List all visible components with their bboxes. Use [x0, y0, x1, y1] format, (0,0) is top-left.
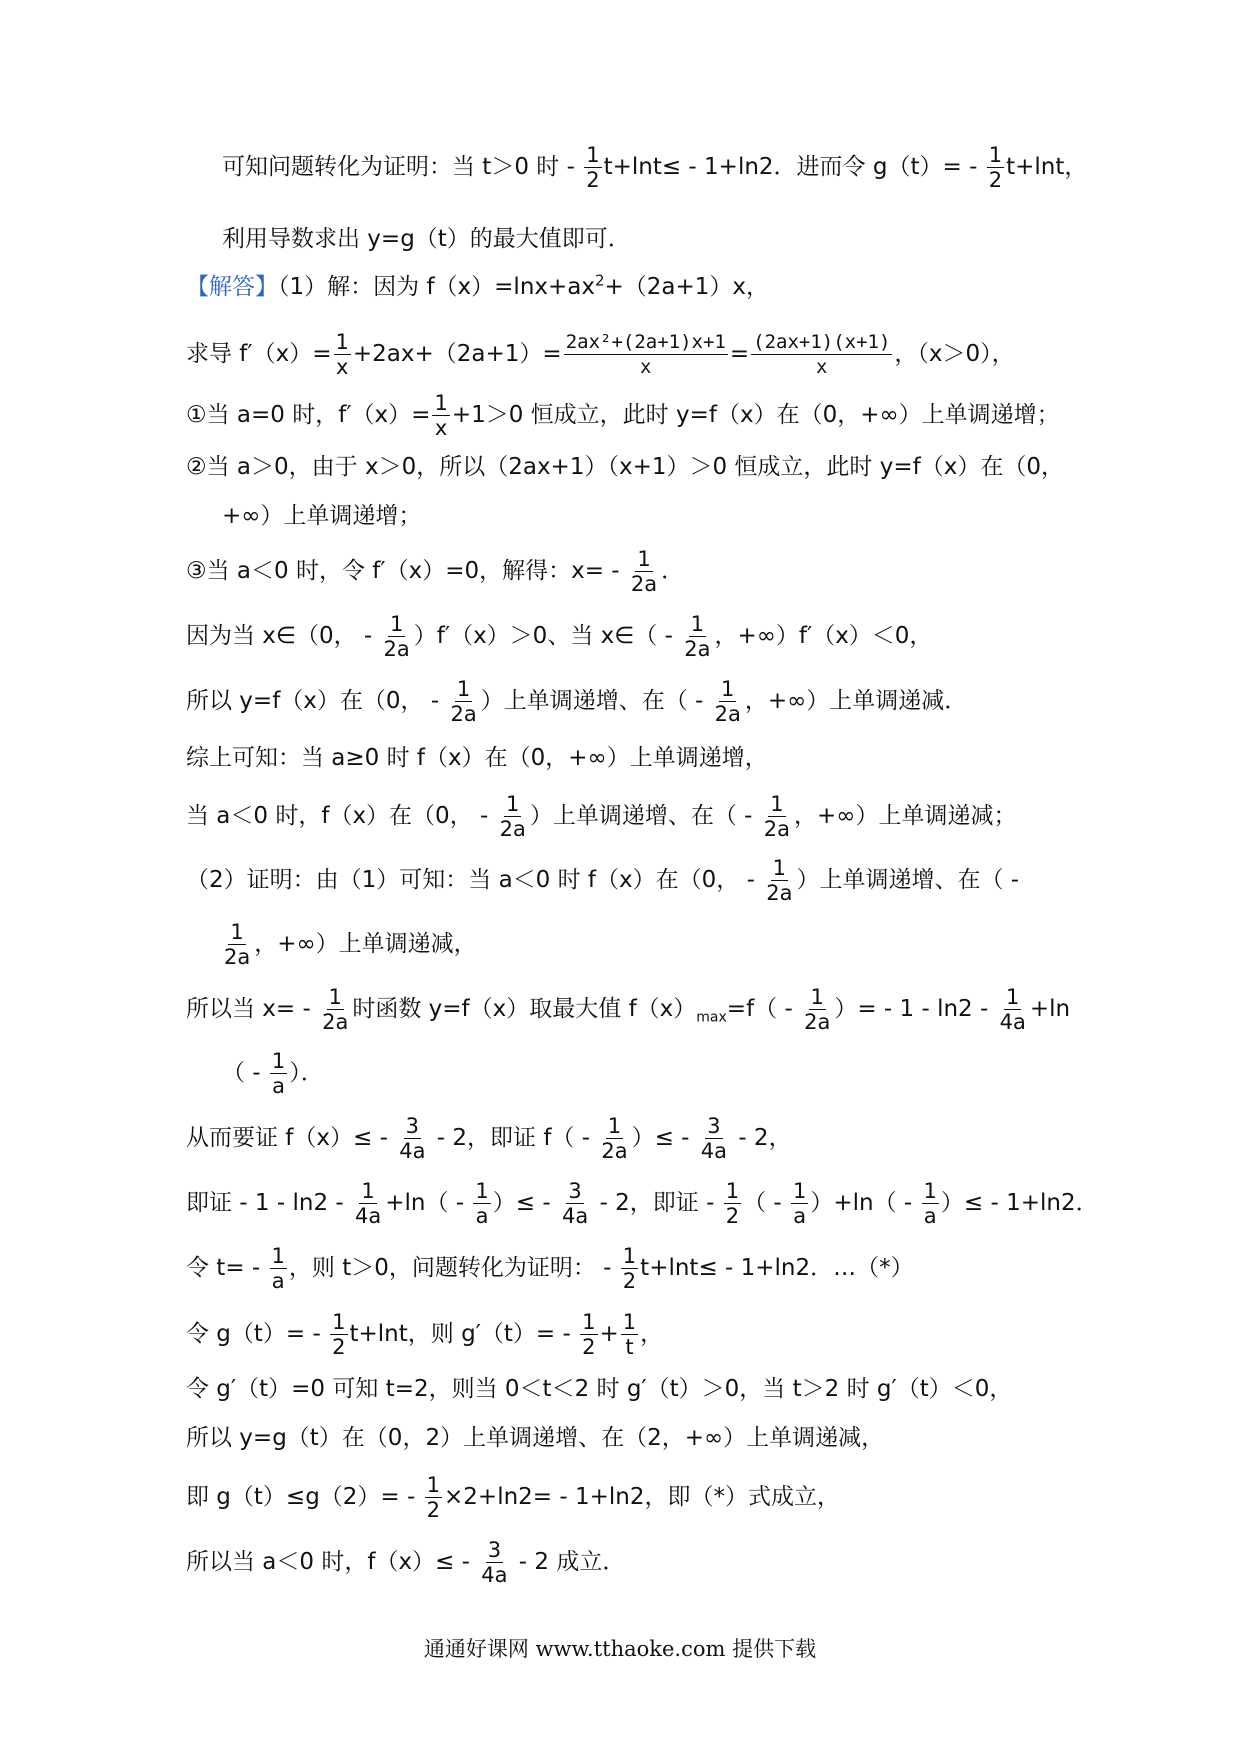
fraction	[629, 547, 659, 596]
fraction	[699, 1114, 729, 1163]
numerator: 1	[586, 143, 600, 167]
text: ×2+ln2= - 1+ln2，即（*）式成立，	[444, 1484, 840, 1510]
numerator: 1	[637, 547, 651, 571]
fraction	[560, 1179, 590, 1228]
text: ，+∞）上单调递减，	[254, 931, 477, 957]
numerator: 1	[988, 143, 1003, 167]
numerator: 1	[328, 985, 342, 1009]
denominator: 2a	[763, 817, 791, 841]
numerator: 1	[1006, 985, 1020, 1009]
text: +ln	[1029, 996, 1071, 1022]
denominator: 2	[582, 1335, 596, 1359]
denominator: 2	[332, 1335, 346, 1359]
numerator: 1	[475, 1179, 489, 1203]
fraction	[764, 856, 794, 905]
denominator: x	[434, 416, 448, 440]
fraction	[479, 1538, 509, 1587]
answer-tag: 【解答】	[186, 274, 278, 300]
fraction	[270, 1049, 287, 1098]
text: 令 t= -	[186, 1255, 268, 1281]
fraction	[922, 1179, 939, 1228]
denominator: a	[272, 1074, 286, 1098]
denominator: x	[640, 356, 652, 378]
text: ）上单调递增、在（ -	[796, 867, 1020, 893]
superscript: 2	[594, 271, 605, 290]
denominator: 2a	[322, 1010, 349, 1034]
denominator: a	[923, 1204, 937, 1228]
equivalent-line	[186, 1179, 1099, 1228]
numerator: (2ax+1)(x+1)	[753, 331, 891, 353]
numerator: 1	[622, 1310, 637, 1334]
case-2-line-cont: +∞）上单调递增；	[222, 503, 422, 529]
denominator: 2a	[630, 572, 658, 596]
denominator: x	[816, 356, 828, 378]
fraction	[382, 612, 412, 661]
fraction	[564, 330, 728, 379]
text: +（2a+1）x，	[604, 274, 770, 300]
answer-heading-line	[186, 272, 769, 302]
text: 所以 y=f（x）在（0， -	[186, 688, 447, 714]
analysis-line-2: 利用导数求出 y=g（t）的最大值即可．	[222, 226, 631, 252]
g-max-line	[186, 1473, 840, 1522]
denominator: 4a	[999, 1010, 1026, 1034]
denominator: 2a	[804, 1010, 831, 1034]
summary-line-2	[186, 792, 1016, 841]
numerator: 1	[332, 1310, 346, 1334]
text: - 2，	[731, 1125, 792, 1151]
text: 时函数 y=f（x）取最大值 f（x）	[352, 996, 697, 1022]
text: ，+∞）上单调递减．	[744, 688, 968, 714]
denominator: 2a	[450, 702, 477, 726]
analysis-line-1	[222, 143, 1087, 192]
numerator: 3	[707, 1114, 721, 1138]
text: - 2，即证 -	[592, 1190, 722, 1216]
text: 可知问题转化为证明：当 t＞0 时 -	[222, 154, 583, 180]
text: =f（ -	[726, 996, 801, 1022]
text: t+lnt，则 g′（t）= -	[349, 1321, 579, 1347]
footer-credit: 通通好课网 www.tthaoke.com 提供下载	[423, 1637, 817, 1661]
summary-line-1: 综上可知：当 a≥0 时 f（x）在（0，+∞）上单调递增，	[186, 745, 768, 771]
proof-line-1	[186, 856, 1019, 905]
denominator: 2a	[766, 881, 793, 905]
numerator: 3	[568, 1179, 582, 1203]
numerator: 1	[582, 1310, 596, 1334]
numerator: 1	[389, 612, 404, 636]
proof-line-1-cont	[220, 920, 477, 969]
text: ）= - 1 - ln2 -	[834, 996, 996, 1022]
fraction	[682, 612, 712, 661]
text: （1）解：因为 f（x）=lnx+ax	[278, 274, 595, 300]
denominator: 2a	[499, 817, 526, 841]
case-2-line: ②当 a＞0，由于 x＞0，所以（2ax+1）（x+1）＞0 恒成立，此时 y=f（x）在（0，	[186, 454, 1064, 480]
numerator: 1	[770, 792, 784, 816]
numerator: 1	[793, 1179, 807, 1203]
text: +1＞0 恒成立，此时 y=f（x）在（0，+∞）上单调递增；	[451, 402, 1060, 428]
numerator: 1	[725, 1179, 740, 1203]
fraction	[320, 985, 350, 1034]
substitution-line	[186, 1244, 914, 1293]
numerator: 1	[690, 612, 704, 636]
case-3-line	[186, 547, 684, 596]
numerator: 1	[622, 1244, 637, 1268]
text: 令 g（t）= -	[186, 1321, 329, 1347]
numerator: 3	[487, 1538, 502, 1562]
fraction	[621, 1310, 638, 1359]
text: 所以当 x= -	[186, 996, 319, 1022]
fraction	[791, 1179, 808, 1228]
numerator: 1	[923, 1179, 937, 1203]
text: （ -	[222, 1060, 268, 1086]
numerator: 1	[810, 985, 824, 1009]
fraction	[724, 1179, 741, 1228]
text: ，+∞）f′（x）＜0，	[714, 623, 933, 649]
numerator: 1	[426, 1473, 441, 1497]
fraction	[584, 143, 601, 192]
denominator: t	[625, 1335, 634, 1359]
denominator: 4a	[561, 1204, 589, 1228]
denominator: 2a	[383, 637, 410, 661]
text: ）≤ - 1+ln2．	[940, 1190, 1099, 1216]
numerator: 1	[772, 856, 786, 880]
text: ）≤ -	[631, 1125, 697, 1151]
denominator: 2	[622, 1269, 637, 1293]
text: +2ax+（2a+1）=	[352, 341, 562, 367]
denominator: 2a	[224, 945, 251, 969]
text: 即证 - 1 - ln2 -	[186, 1190, 351, 1216]
numerator: 1	[434, 391, 448, 415]
numerator: 1	[335, 330, 349, 354]
text: ）f′（x）＞0、当 x∈（ -	[413, 623, 681, 649]
denominator: a	[271, 1269, 285, 1293]
text: 求导 f′（x）=	[186, 341, 332, 367]
text: +	[599, 1321, 619, 1347]
fraction	[473, 1179, 490, 1228]
text: t+lnt≤ - 1+ln2．…（*）	[640, 1255, 914, 1281]
text: ，+∞）上单调递减；	[794, 803, 1017, 829]
text: ，	[640, 1321, 664, 1347]
denominator: a	[793, 1204, 807, 1228]
g-definition-line	[186, 1310, 663, 1359]
case-1-line	[186, 391, 1060, 440]
fraction	[751, 330, 892, 379]
sign-analysis-line	[186, 612, 932, 661]
derivative-line	[186, 330, 1015, 379]
numerator: 1	[230, 920, 244, 944]
fraction	[270, 1244, 287, 1293]
denominator: 2	[426, 1498, 441, 1522]
text: ）上单调递增、在（ -	[529, 803, 760, 829]
numerator: 1	[607, 1114, 622, 1138]
max-value-line	[186, 985, 1070, 1034]
text: ．	[661, 558, 685, 584]
fraction	[762, 792, 792, 841]
fraction	[432, 391, 449, 440]
denominator: 2	[988, 168, 1003, 192]
denominator: 4a	[355, 1204, 382, 1228]
fraction	[448, 677, 478, 726]
fraction	[330, 1310, 347, 1359]
g-monotonic-line: 所以 y=g（t）在（0，2）上单调递增、在（2，+∞）上单调递减，	[186, 1425, 885, 1451]
denominator: a	[475, 1204, 489, 1228]
fraction	[425, 1473, 442, 1522]
numerator: 1	[271, 1244, 285, 1268]
text: - 2 成立．	[511, 1549, 626, 1575]
numerator: 2ax²+(2a+1)x+1	[565, 331, 726, 353]
fraction	[987, 143, 1004, 192]
to-prove-line	[186, 1114, 792, 1163]
numerator: 1	[721, 677, 735, 701]
text: ）+ln（ -	[810, 1190, 920, 1216]
fraction	[580, 1310, 597, 1359]
text: 所以当 a＜0 时，f（x）≤ -	[186, 1549, 478, 1575]
denominator: 2	[725, 1204, 740, 1228]
fraction	[998, 985, 1028, 1034]
text: 即 g（t）≤g（2）= -	[186, 1484, 423, 1510]
fraction	[334, 330, 351, 379]
text: +ln（ -	[385, 1190, 472, 1216]
text: t+lnt，	[1006, 154, 1088, 180]
fraction	[353, 1179, 383, 1228]
numerator: 1	[271, 1049, 286, 1073]
denominator: 2	[586, 168, 600, 192]
denominator: x	[335, 355, 349, 379]
fraction	[599, 1114, 629, 1163]
text: ，则 t＞0，问题转化为证明： -	[288, 1255, 619, 1281]
fraction	[802, 985, 832, 1034]
numerator: 1	[506, 792, 520, 816]
conclusion-line	[186, 1538, 625, 1587]
text: t+lnt≤ - 1+ln2．进而令 g（t）= -	[603, 154, 985, 180]
denominator: 4a	[481, 1563, 508, 1587]
text: （ -	[743, 1190, 789, 1216]
fraction	[621, 1244, 638, 1293]
text: ）．	[289, 1060, 324, 1086]
text: 从而要证 f（x）≤ -	[186, 1125, 396, 1151]
numerator: 1	[361, 1179, 375, 1203]
text: 当 a＜0 时，f（x）在（0， -	[186, 803, 496, 829]
subscript: max	[696, 1009, 727, 1026]
g-sign-line: 令 g′（t）=0 可知 t=2，则当 0＜t＜2 时 g′（t）＞0，当 t＞2 时 g′（t）＜0，	[186, 1376, 1013, 1402]
text: （2）证明：由（1）可知：当 a＜0 时 f（x）在（0， -	[186, 867, 763, 893]
text: ③当 a＜0 时，令 f′（x）=0，解得：x= -	[186, 558, 627, 584]
text: ）上单调递增、在（ -	[480, 688, 711, 714]
fraction	[713, 677, 743, 726]
text: ①当 a=0 时，f′（x）=	[186, 402, 431, 428]
text: ，（x＞0），	[894, 341, 1015, 367]
denominator: 2a	[684, 637, 711, 661]
monotonic-line	[186, 677, 967, 726]
denominator: 2a	[601, 1139, 628, 1163]
fraction	[498, 792, 528, 841]
numerator: 1	[456, 677, 471, 701]
text: =	[729, 341, 750, 367]
denominator: 4a	[399, 1139, 426, 1163]
text: - 2，即证 f（ -	[429, 1125, 598, 1151]
text: ）≤ -	[492, 1190, 558, 1216]
max-value-line-cont	[222, 1049, 324, 1098]
denominator: 4a	[700, 1139, 728, 1163]
fraction	[397, 1114, 427, 1163]
fraction	[222, 920, 252, 969]
numerator: 3	[405, 1114, 420, 1138]
text: 因为当 x∈（0， -	[186, 623, 380, 649]
denominator: 2a	[714, 702, 741, 726]
